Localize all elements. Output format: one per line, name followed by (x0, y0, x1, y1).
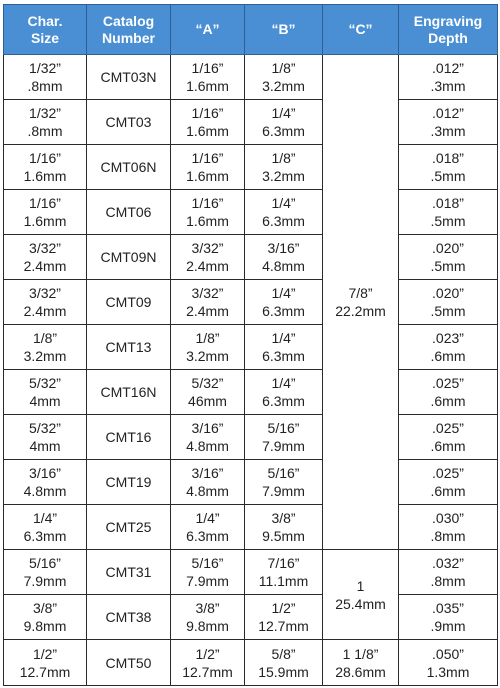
cell-engraving-depth: .020” .5mm (399, 280, 498, 325)
cell-catalog-number: CMT38 (87, 595, 171, 640)
cell-b: 3/16” 4.8mm (245, 235, 323, 280)
cell-engraving-depth: .032” .8mm (399, 550, 498, 595)
cell-engraving-depth: .018” .5mm (399, 145, 498, 190)
cell-b: 5/8” 15.9mm (245, 640, 323, 686)
cell-char-size: 1/8” 3.2mm (4, 325, 87, 370)
cell-engraving-depth: .023” .6mm (399, 325, 498, 370)
cell-a: 1/16” 1.6mm (171, 100, 245, 145)
cell-catalog-number: CMT06N (87, 145, 171, 190)
table-row (4, 370, 498, 415)
cell-catalog-number: CMT50 (87, 640, 171, 686)
table-row (4, 415, 498, 460)
cell-engraving-depth: .050” 1.3mm (399, 640, 498, 686)
cell-c-group-1: 7/8” 22.2mm (323, 55, 399, 550)
cell-c-group-2: 1 25.4mm (323, 550, 399, 640)
cell-catalog-number: CMT13 (87, 325, 171, 370)
cell-a: 1/8” 3.2mm (171, 325, 245, 370)
header-b: “B” (245, 5, 323, 55)
cell-catalog-number: CMT03 (87, 100, 171, 145)
cell-a: 3/32” 2.4mm (171, 235, 245, 280)
cell-catalog-number: CMT19 (87, 460, 171, 505)
table-row (4, 460, 498, 505)
cell-engraving-depth: .020” .5mm (399, 235, 498, 280)
header-c: “C” (323, 5, 399, 55)
cell-b: 5/16” 7.9mm (245, 415, 323, 460)
cell-char-size: 1/16” 1.6mm (4, 190, 87, 235)
cell-engraving-depth: .012” .3mm (399, 55, 498, 100)
cell-a: 1/16” 1.6mm (171, 145, 245, 190)
cell-engraving-depth: .025” .6mm (399, 415, 498, 460)
cell-a: 1/2” 12.7mm (171, 640, 245, 686)
cell-catalog-number: CMT31 (87, 550, 171, 595)
cell-engraving-depth: .012” .3mm (399, 100, 498, 145)
cell-catalog-number: CMT09 (87, 280, 171, 325)
cell-b: 1/4” 6.3mm (245, 100, 323, 145)
cell-b: 1/4” 6.3mm (245, 325, 323, 370)
cell-engraving-depth: .018” .5mm (399, 190, 498, 235)
cell-engraving-depth: .025” .6mm (399, 460, 498, 505)
cell-char-size: 3/8” 9.8mm (4, 595, 87, 640)
cell-catalog-number: CMT16N (87, 370, 171, 415)
cell-a: 3/8” 9.8mm (171, 595, 245, 640)
cell-b: 1/4” 6.3mm (245, 370, 323, 415)
cell-char-size: 1/16” 1.6mm (4, 145, 87, 190)
cell-a: 3/16” 4.8mm (171, 415, 245, 460)
cell-catalog-number: CMT03N (87, 55, 171, 100)
cell-char-size: 1/32” .8mm (4, 55, 87, 100)
header-char-size: Char. Size (4, 5, 87, 55)
cell-b: 5/16” 7.9mm (245, 460, 323, 505)
cell-char-size: 5/32” 4mm (4, 415, 87, 460)
cell-catalog-number: CMT25 (87, 505, 171, 550)
table-row (4, 190, 498, 235)
cell-a: 3/16” 4.8mm (171, 460, 245, 505)
table-row (4, 280, 498, 325)
cell-char-size: 3/32” 2.4mm (4, 235, 87, 280)
table-row (4, 100, 498, 145)
cell-engraving-depth: .035” .9mm (399, 595, 498, 640)
cell-char-size: 5/32” 4mm (4, 370, 87, 415)
header-catalog-number: Catalog Number (87, 5, 171, 55)
table-row (4, 235, 498, 280)
cell-char-size: 3/32” 2.4mm (4, 280, 87, 325)
cell-engraving-depth: .025” .6mm (399, 370, 498, 415)
table-row (4, 55, 498, 100)
table-row (4, 550, 498, 595)
table-row (4, 640, 498, 686)
table-row (4, 325, 498, 370)
cell-b: 3/8” 9.5mm (245, 505, 323, 550)
cutter-spec-table (3, 4, 498, 686)
cell-b: 1/4” 6.3mm (245, 280, 323, 325)
table-row (4, 505, 498, 550)
spec-table-container (3, 4, 498, 686)
cell-b: 7/16” 11.1mm (245, 550, 323, 595)
cell-char-size: 1/32” .8mm (4, 100, 87, 145)
cell-catalog-number: CMT09N (87, 235, 171, 280)
cell-engraving-depth: .030” .8mm (399, 505, 498, 550)
cell-char-size: 1/2” 12.7mm (4, 640, 87, 686)
header-engraving-depth: Engraving Depth (399, 5, 498, 55)
cell-b: 1/4” 6.3mm (245, 190, 323, 235)
header-row (4, 5, 498, 55)
cell-a: 3/32” 2.4mm (171, 280, 245, 325)
cell-char-size: 1/4” 6.3mm (4, 505, 87, 550)
cell-catalog-number: CMT16 (87, 415, 171, 460)
cell-a: 5/16” 7.9mm (171, 550, 245, 595)
cell-a: 1/16” 1.6mm (171, 55, 245, 100)
cell-char-size: 3/16” 4.8mm (4, 460, 87, 505)
cell-b: 1/8” 3.2mm (245, 145, 323, 190)
header-a: “A” (171, 5, 245, 55)
cell-c-group-3: 1 1/8” 28.6mm (323, 640, 399, 686)
cell-catalog-number: CMT06 (87, 190, 171, 235)
table-row (4, 595, 498, 640)
cell-a: 1/16” 1.6mm (171, 190, 245, 235)
cell-b: 1/8” 3.2mm (245, 55, 323, 100)
table-row (4, 145, 498, 190)
cell-a: 5/32” 46mm (171, 370, 245, 415)
cell-b: 1/2” 12.7mm (245, 595, 323, 640)
cell-a: 1/4” 6.3mm (171, 505, 245, 550)
cell-char-size: 5/16” 7.9mm (4, 550, 87, 595)
